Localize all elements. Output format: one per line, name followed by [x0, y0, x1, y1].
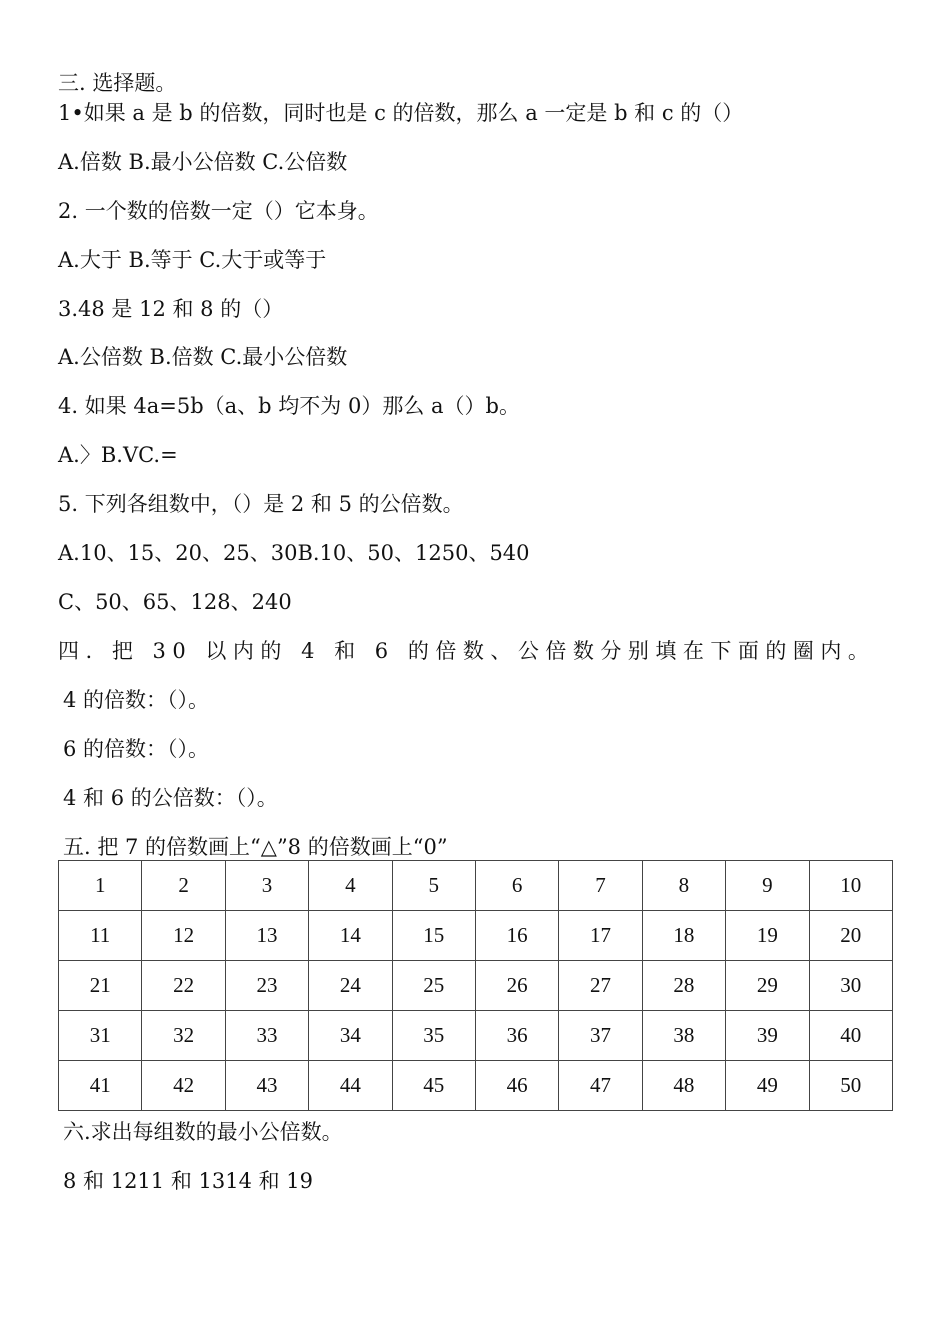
multiples-of-6: 6 的倍数：（）。	[63, 737, 210, 761]
grid-cell: 9	[726, 861, 809, 911]
grid-cell: 2	[142, 861, 225, 911]
grid-cell: 19	[726, 911, 809, 961]
question-1: 1•如果 a 是 b 的倍数，同时也是 c 的倍数，那么 a 一定是 b 和 c 的（）	[58, 101, 744, 125]
table-row	[59, 1061, 893, 1111]
grid-cell: 23	[225, 961, 308, 1011]
question-4-options: A.〉B.VC.=	[58, 443, 178, 467]
grid-cell: 20	[809, 911, 892, 961]
question-5: 5. 下列各组数中，（）是 2 和 5 的公倍数。	[58, 492, 464, 516]
lcm-groups: 8 和 1211 和 1314 和 19	[63, 1169, 314, 1193]
table-row	[59, 911, 893, 961]
grid-cell: 1	[59, 861, 142, 911]
grid-cell: 10	[809, 861, 892, 911]
grid-cell: 3	[225, 861, 308, 911]
grid-cell: 13	[225, 911, 308, 961]
grid-cell: 45	[392, 1061, 475, 1111]
grid-cell: 5	[392, 861, 475, 911]
question-3: 3.48 是 12 和 8 的（）	[58, 297, 284, 321]
question-4: 4. 如果 4a=5b（a、b 均不为 0）那么 a（）b。	[58, 394, 520, 418]
table-row	[59, 861, 893, 911]
grid-cell: 26	[475, 961, 558, 1011]
question-1-options: A.倍数 B.最小公倍数 C.公倍数	[58, 150, 348, 174]
grid-cell: 44	[309, 1061, 392, 1111]
grid-cell: 4	[309, 861, 392, 911]
grid-cell: 21	[59, 961, 142, 1011]
grid-cell: 34	[309, 1011, 392, 1061]
table-row	[59, 961, 893, 1011]
grid-cell: 29	[726, 961, 809, 1011]
section3-heading: 三. 选择题。	[58, 71, 177, 95]
grid-cell: 41	[59, 1061, 142, 1111]
grid-cell: 42	[142, 1061, 225, 1111]
question-5-options-c: C、50、65、128、240	[58, 590, 292, 614]
grid-cell: 14	[309, 911, 392, 961]
table-row	[59, 1011, 893, 1061]
grid-cell: 16	[475, 911, 558, 961]
grid-cell: 33	[225, 1011, 308, 1061]
question-5-options-a-b: A.10、15、20、25、30B.10、50、1250、540	[58, 541, 530, 565]
grid-cell: 43	[225, 1061, 308, 1111]
grid-cell: 47	[559, 1061, 642, 1111]
grid-cell: 50	[809, 1061, 892, 1111]
grid-cell: 35	[392, 1011, 475, 1061]
grid-cell: 22	[142, 961, 225, 1011]
grid-cell: 6	[475, 861, 558, 911]
grid-cell: 18	[642, 911, 725, 961]
grid-cell: 40	[809, 1011, 892, 1061]
section5-heading: 五. 把 7 的倍数画上“△”8 的倍数画上“0”	[63, 835, 448, 859]
grid-cell: 31	[59, 1011, 142, 1061]
question-3-options: A.公倍数 B.倍数 C.最小公倍数	[58, 345, 348, 369]
grid-cell: 30	[809, 961, 892, 1011]
grid-cell: 36	[475, 1011, 558, 1061]
grid-cell: 12	[142, 911, 225, 961]
question-2: 2. 一个数的倍数一定（）它本身。	[58, 199, 379, 223]
section4-heading: 四. 把 30 以内的 4 和 6 的倍数、公倍数分别填在下面的圈内。	[58, 639, 876, 663]
multiples-of-4: 4 的倍数：（）。	[63, 688, 210, 712]
number-grid	[58, 860, 893, 1111]
grid-cell: 25	[392, 961, 475, 1011]
grid-cell: 17	[559, 911, 642, 961]
grid-cell: 48	[642, 1061, 725, 1111]
question-2-options: A.大于 B.等于 C.大于或等于	[58, 248, 327, 272]
grid-cell: 46	[475, 1061, 558, 1111]
grid-cell: 15	[392, 911, 475, 961]
grid-cell: 7	[559, 861, 642, 911]
grid-cell: 24	[309, 961, 392, 1011]
grid-cell: 39	[726, 1011, 809, 1061]
grid-cell: 38	[642, 1011, 725, 1061]
grid-cell: 11	[59, 911, 142, 961]
grid-cell: 8	[642, 861, 725, 911]
grid-cell: 27	[559, 961, 642, 1011]
section6-heading: 六.求出每组数的最小公倍数。	[63, 1120, 343, 1144]
common-multiples: 4 和 6 的公倍数：（）。	[63, 786, 278, 810]
grid-cell: 32	[142, 1011, 225, 1061]
grid-cell: 49	[726, 1061, 809, 1111]
grid-cell: 37	[559, 1011, 642, 1061]
grid-cell: 28	[642, 961, 725, 1011]
